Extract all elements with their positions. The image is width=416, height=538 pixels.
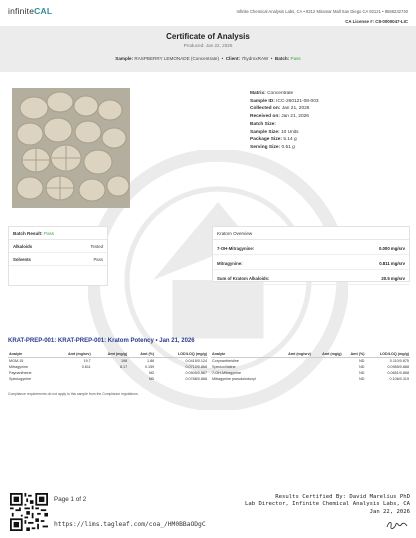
column-header: Amt (mg/g)	[92, 351, 128, 358]
certification-block: Results Certified By: David Marelius PhD Lab Director, Infinite Chemical Analysis Labs, CA Jan 22, 2026	[244, 494, 410, 515]
info-row: Collected on: Jan 21, 2026	[250, 106, 310, 112]
column-header: Analyte	[211, 351, 276, 358]
batch-result-panel	[8, 226, 108, 286]
info-row: Serving Size: 0.51 g	[250, 144, 295, 150]
table-row: MGM-15 19.7 198 1.86 0.0415/0.124	[9, 359, 207, 364]
potency-tables	[8, 351, 410, 382]
info-row: Received on: Jan 21, 2026	[250, 114, 309, 120]
batch-result-header: Batch Result: Pass	[9, 227, 107, 240]
compliance-note: Compliance requirements do not apply to this sample from the Compliance regulations.	[8, 392, 139, 396]
kratom-overview-panel	[212, 226, 410, 282]
sample-info	[250, 90, 319, 152]
column-header: Amt (mg/srv)	[276, 351, 311, 358]
signature-icon	[386, 520, 408, 530]
table-row: Corynantheidine ND 0.110/0.875	[212, 359, 409, 364]
batch-row: Solvents Pass	[9, 253, 107, 266]
footer	[8, 492, 410, 532]
column-header: Amt (%)	[343, 351, 366, 358]
table-row: 7-OH-Mitragynine ND 0.0651/0.868	[212, 371, 409, 376]
potency-section-title: KRAT-PREP-001: KRAT-PREP-001: Kratom Potency • Jan 21, 2026	[8, 338, 195, 344]
column-header: Amt (mg/srv)	[50, 351, 92, 358]
qr-code-icon[interactable]	[10, 493, 48, 531]
info-row: Batch Size:	[250, 121, 276, 127]
kratom-row: 7-OH-Mitragynine: 0.000 mg/srv	[213, 240, 409, 255]
table-row: Speciogynine ND 0.0788/0.868	[9, 377, 207, 382]
column-header: LOD/LOQ (mg/g)	[365, 351, 410, 358]
page-title: Certificate of Analysis	[166, 32, 250, 41]
table-row: Mitragynine pseudoindoxyl ND 0.106/0.319	[212, 377, 409, 382]
produced-date: Produced: Jan 22, 2026	[183, 43, 233, 48]
info-row: Sample Size: 10 Units	[250, 129, 299, 135]
table-row: Mitragynine 0.811 8.17 0.159 0.0712/0.868	[9, 365, 207, 370]
kratom-row: Sum of Kratom Alkaloids: 20.5 mg/srv	[213, 270, 409, 285]
column-header: Amt (%)	[128, 351, 155, 358]
sample-summary: Sample: RASPBERRY LEMONADE (Concentrate) • Client: 7hydroxRAW • Batch: Pass	[115, 56, 301, 61]
batch-row: Alkaloids Tested	[9, 240, 107, 253]
info-row: Matrix: Concentrate	[250, 91, 294, 96]
info-row: Sample ID: ICC-260121-08-003	[250, 98, 319, 104]
column-header: Analyte	[8, 351, 50, 358]
coa-link[interactable]: https://lims.tagleaf.com/coa_/HM0BBaODgC	[54, 521, 206, 528]
lab-address: Infinite Chemical Analysis Labs, CA • 8312 Miramar Mall San Diego CA 92121 • 8586232740	[236, 9, 408, 14]
license-number: CA License #: C8-0000047-LIC	[345, 19, 408, 24]
title-band	[0, 26, 416, 72]
column-header: Amt (mg/g)	[312, 351, 343, 358]
kratom-overview-title: Kratom Overview	[213, 227, 409, 240]
column-header: LOD/LOQ (mg/g)	[155, 351, 208, 358]
potency-table-right	[211, 351, 410, 382]
lab-logo: infiniteCAL	[8, 6, 53, 16]
table-row: Speciociliatine ND 0.0985/0.868	[212, 365, 409, 370]
table-row: Paynantheine ND 0.0505/0.867	[9, 371, 207, 376]
potency-table-left	[8, 351, 208, 382]
sample-photo	[12, 88, 130, 208]
kratom-row: Mitragynine: 0.811 mg/srv	[213, 255, 409, 270]
page-indicator: Page 1 of 2	[54, 496, 87, 503]
info-row: Package Size: 5.14 g	[250, 137, 297, 143]
